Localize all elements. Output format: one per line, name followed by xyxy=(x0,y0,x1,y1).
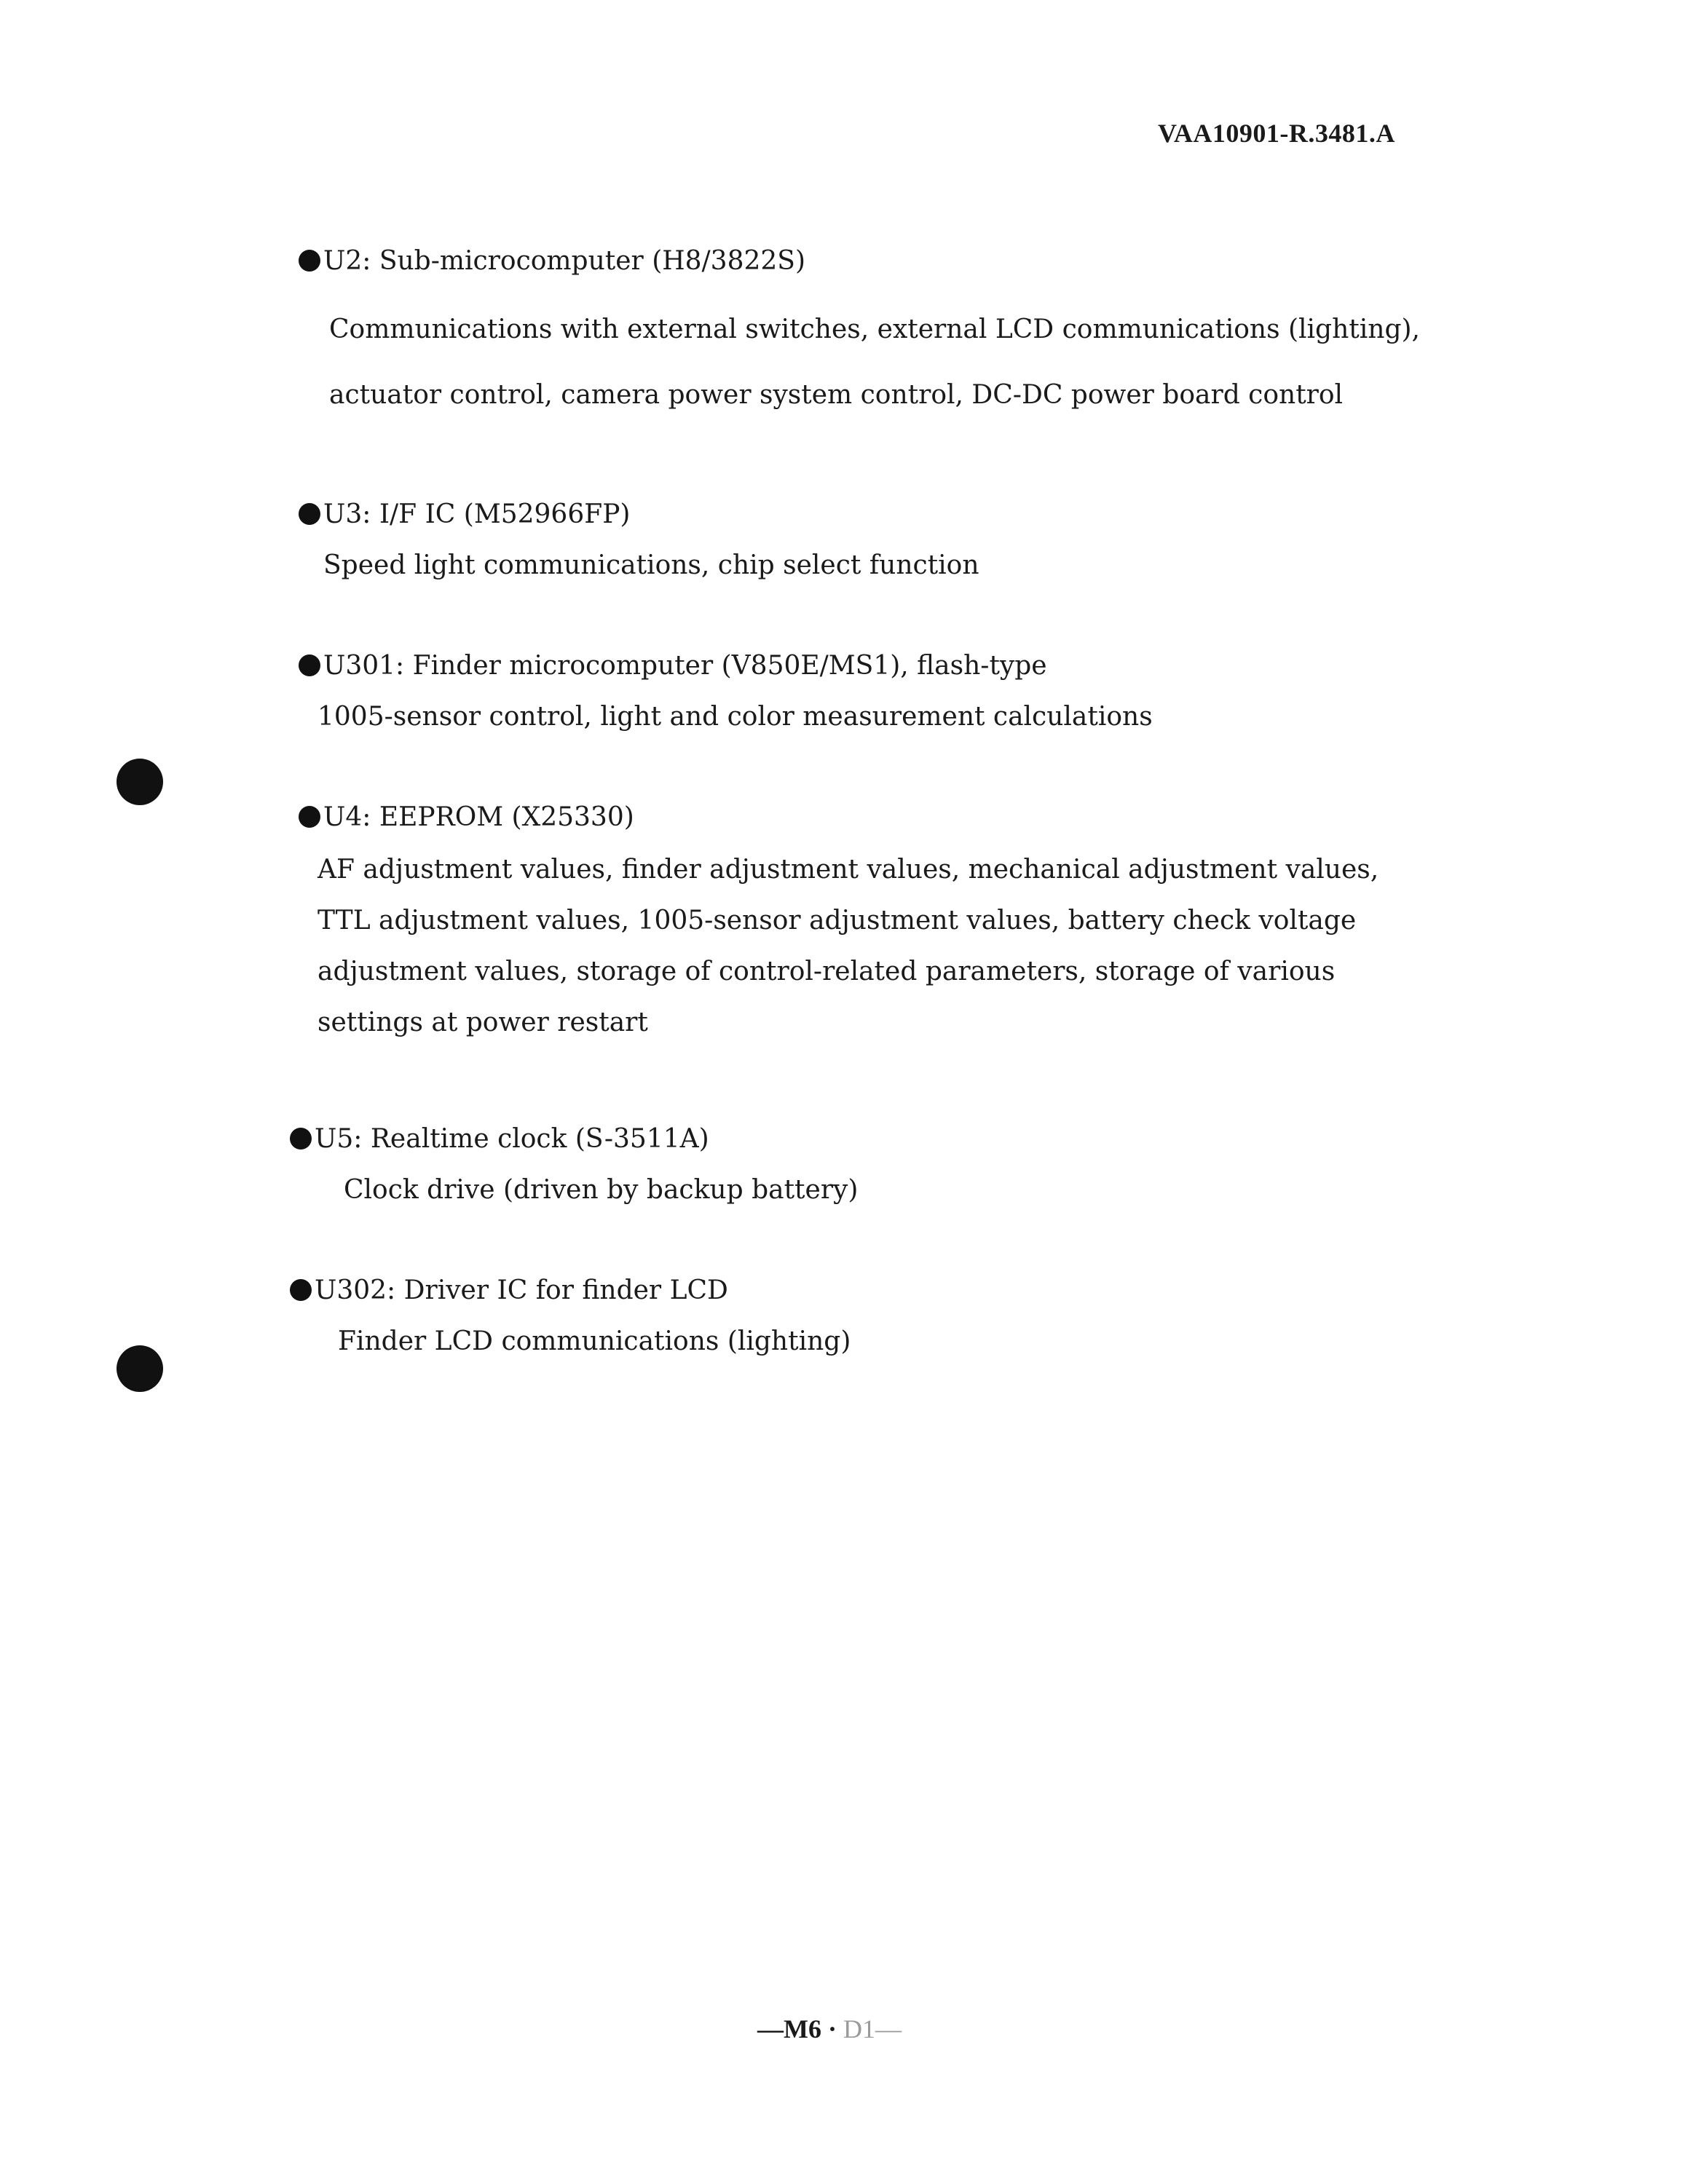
punch-hole-top xyxy=(117,759,163,805)
document-code: VAA10901-R.3481.A xyxy=(1158,119,1395,148)
section-heading-u302 xyxy=(290,1275,728,1305)
footer-suffix: D1— xyxy=(843,2014,902,2043)
section-text-line: Clock drive (driven by backup battery) xyxy=(344,1175,859,1205)
section-heading-u2 xyxy=(299,246,805,276)
punch-hole-bottom xyxy=(117,1345,163,1392)
heading-text: U301: Finder microcomputer (V850E/MS1), flash-type xyxy=(323,651,1047,681)
bullet-icon xyxy=(299,654,320,676)
bullet-icon xyxy=(290,1279,312,1301)
section-heading-u4 xyxy=(299,802,634,832)
heading-text: U2: Sub-microcomputer (H8/3822S) xyxy=(323,246,805,276)
section-text-line: adjustment values, storage of control-related parameters, storage of various xyxy=(318,957,1336,986)
bullet-icon xyxy=(299,250,320,272)
bullet-icon xyxy=(290,1128,312,1150)
section-text-line: Communications with external switches, external LCD communications (lighting), xyxy=(329,314,1420,344)
heading-text: U5: Realtime clock (S-3511A) xyxy=(315,1124,709,1154)
page-footer xyxy=(757,2014,902,2044)
section-text-line: 1005-sensor control, light and color measurement calculations xyxy=(318,702,1153,732)
section-heading-u3 xyxy=(299,499,630,529)
section-text-line: Finder LCD communications (lighting) xyxy=(338,1326,851,1356)
section-text-line: actuator control, camera power system control, DC-DC power board control xyxy=(329,380,1344,410)
heading-text: U302: Driver IC for finder LCD xyxy=(315,1275,728,1305)
section-text-line: TTL adjustment values, 1005-sensor adjustment values, battery check voltage xyxy=(318,906,1357,935)
section-text-line: settings at power restart xyxy=(318,1008,648,1037)
heading-text: U3: I/F IC (M52966FP) xyxy=(323,499,631,529)
heading-text: U4: EEPROM (X25330) xyxy=(323,802,634,832)
section-heading-u5 xyxy=(290,1124,709,1154)
bullet-icon xyxy=(299,806,320,828)
section-heading-u301 xyxy=(299,651,1047,681)
bullet-icon xyxy=(299,503,320,525)
section-text-line: AF adjustment values, finder adjustment values, mechanical adjustment values, xyxy=(318,855,1379,885)
page-label: —M6 xyxy=(757,2014,821,2043)
section-text-line: Speed light communications, chip select function xyxy=(323,550,979,580)
footer-separator: · xyxy=(827,2014,837,2043)
